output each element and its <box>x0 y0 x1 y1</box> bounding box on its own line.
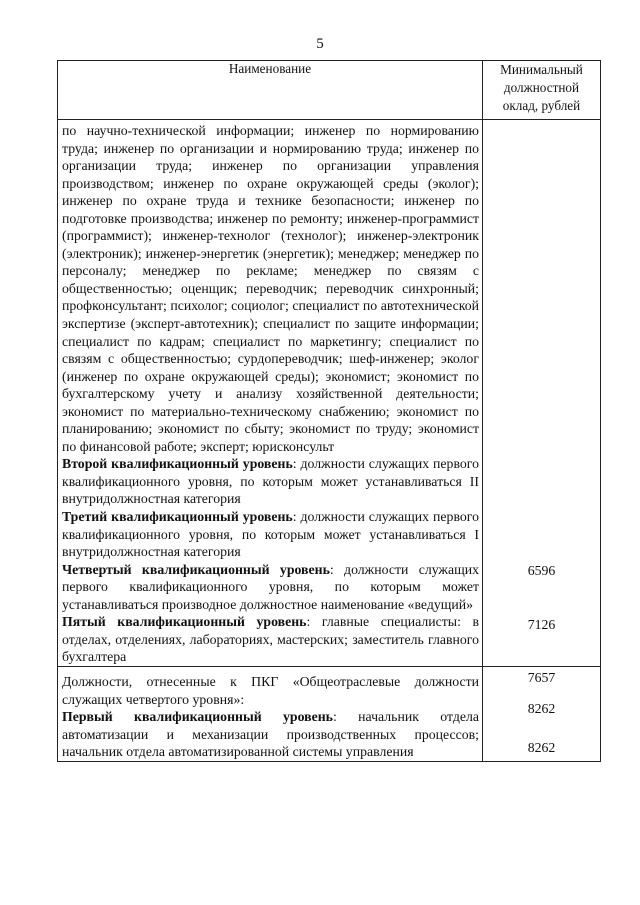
level-title: Второй квалификационный уровень <box>62 456 293 472</box>
header-salary-line: Минимальный <box>500 62 583 77</box>
group3-name-cell <box>58 120 483 667</box>
level-item <box>62 455 479 508</box>
group4-intro: Должности, отнесенные к ПКГ «Общеотраслевые должности служащих четвертого уровня»: <box>62 673 479 707</box>
level-item <box>62 613 479 666</box>
header-name: Наименование <box>58 61 483 120</box>
level-text: : главные специалисты: в отделах, отделениях, лабораториях, мастерских; заместитель главного бухгалтера <box>62 614 480 665</box>
header-salary-line: должностной <box>503 80 580 95</box>
level-text: : начальник отдела автоматизации и механизации производственных процессов; начальник отдела автоматизированной системы управления <box>62 709 479 760</box>
level-text: : должности служащих первого квалификационного уровня, по которым может устанавливаться производное должностное наименование «ведущий» <box>62 561 479 612</box>
continued-positions-text: по научно-технической информации; инженер по нормированию труда; инженер по организации и нормированию труда; инженер по организации труда; инженер по организации управления производством; инженер по охране окружающей среды (эколог); инженер по охране труда и технике безопасности; инженер по подготовке производства; инженер по ремонту; инженер-программист (программист); инженер-технолог (технолог); инженер-электроник (электроник); инженер-энергетик (энергетик); менеджер; менеджер по персоналу; менеджер по рекламе; менеджер по связям с общественностью; оценщик; переводчик; переводчик синхронный; профконсультант; психолог; социолог; специалист по автотехнической экспертизе (эксперт-автотехник); специалист по защите информации; специалист по кадрам; специалист по маркетингу; специалист по связям с общественностью; сурдопереводчик; шеф-инженер; эколог (инженер по охране окружающей среды); экономист; экономист по бухгалтерскому учету и анализу хозяйственной деятельности; экономист по материально-техническому снабжению; экономист по планированию; экономист по сбыту; экономист по труду; экономист по финансовой работе; эксперт; юрисконсульт <box>62 123 479 454</box>
page-number: 5 <box>316 36 324 52</box>
header-salary-line: оклад, рублей <box>502 98 581 113</box>
salary-value: 8262 <box>527 700 556 716</box>
table-row-group3 <box>58 120 601 667</box>
salary-value: 6596 <box>527 563 556 578</box>
level-title: Третий квалификационный уровень <box>62 509 293 525</box>
salary-value: 7126 <box>527 617 556 632</box>
level-item <box>62 561 479 614</box>
salary-value: 8262 <box>527 740 556 755</box>
level-text: : должности служащих первого квалификационного уровня, по которым может устанавливаться II внутридолжностная категория <box>62 456 479 507</box>
group4-name-cell <box>58 666 483 761</box>
salary-value: 7657 <box>527 670 556 685</box>
level-item <box>62 708 479 761</box>
group3-salary-cell <box>483 120 601 755</box>
header-salary <box>483 61 601 120</box>
level-item <box>62 508 479 561</box>
table-row-group4 <box>58 666 601 761</box>
table-header-row <box>58 61 601 120</box>
salary-table <box>57 60 601 762</box>
level-text: : должности служащих первого квалификационного уровня, по которым может устанавливаться I внутридолжностная категория <box>62 509 479 560</box>
group4-salary-cell <box>483 666 601 761</box>
level-title: Пятый квалификационный уровень <box>62 614 307 630</box>
level-title: Четвертый квалификационный уровень <box>62 561 330 577</box>
level-title: Первый квалификационный уровень <box>62 709 333 725</box>
